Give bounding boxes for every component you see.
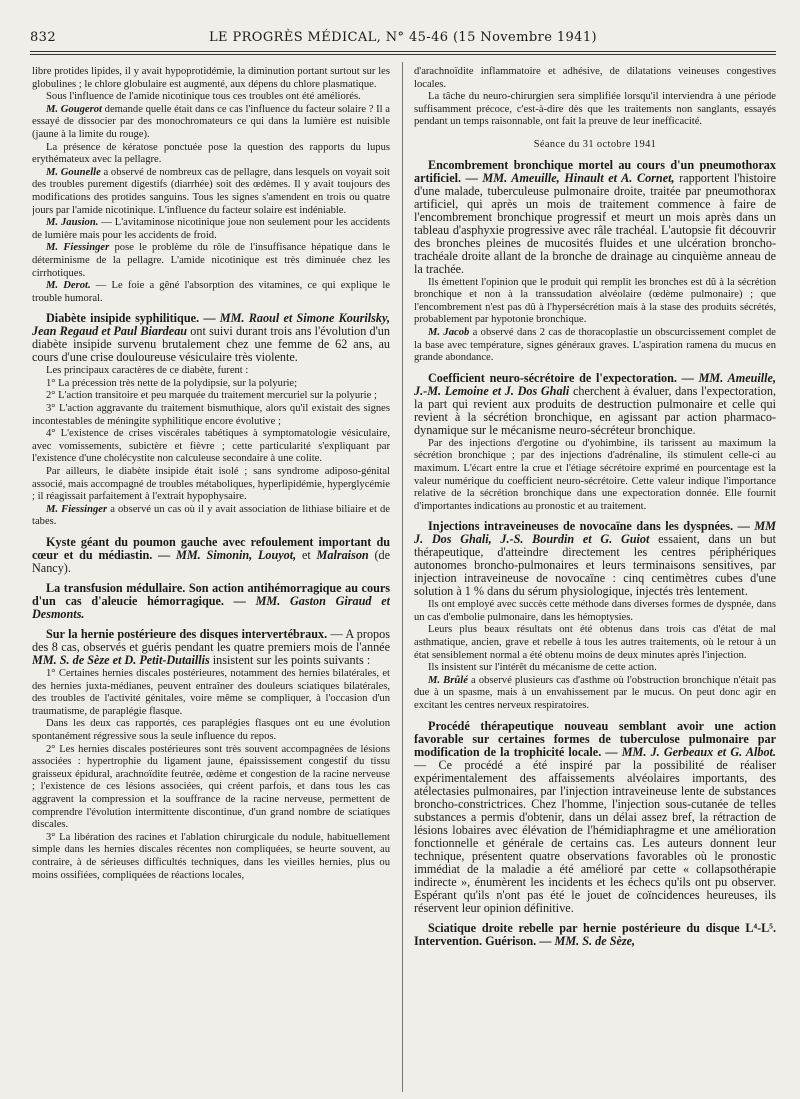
paragraph: La tâche du neuro-chirurgien sera simplifiée lorsqu'il interviendra à une période suffisamment précoce, c'est-à-dire dès que les traitements non sanglants, essayés pendant un temps raisonnable, ont fait la preuve de leur inefficacité. xyxy=(414,91,776,128)
paragraph: Dans les deux cas rapportés, ces paraplégies flasques ont eu une évolution spontanément régressive sous la seule influence du repos. xyxy=(32,718,390,742)
paragraph: 1° La précession très nette de la polydipsie, sur la polyurie; xyxy=(46,377,298,389)
section-heading xyxy=(414,922,776,948)
paragraph-text: ont suivi durant trois ans l'évolution d'un diabète insipide survenu brutalement chez une femme de 62 ans, au cours d'une crise douloureuse vésiculaire très violente. xyxy=(32,324,390,365)
section-authors: MM. Gaston Giraud et Desmonts. xyxy=(32,594,390,621)
paragraph-text: a observé de nombreux cas de pellagre, dans lesquels on voyait soit des troubles purement digestifs (diarrhée) soit des œdèmes. Il y avait toujours des modifications des protides sanguins. Tous les signes s'amendent en trois ou quatre jours par l'amide nicotinique. L'influence du facteur solaire est indéniable. xyxy=(32,166,390,216)
paragraph: 2° L'action transitoire et peu marquée du traitement mercuriel sur la polyurie ; xyxy=(46,390,377,402)
paragraph-text: a observé dans 2 cas de thoracoplastie un obscurcissement complet de la base avec température, signes généraux graves. L'aspiration ramena du mucus en grande abondance. xyxy=(414,326,776,364)
paragraph xyxy=(414,675,776,713)
right-column xyxy=(414,66,776,1096)
paragraph: Sous l'influence de l'amide nicotinique tous ces troubles ont été améliorés. xyxy=(46,91,361,103)
journal-title: LE PROGRÈS MÉDICAL, N° 45-46 (15 Novembre 1941) xyxy=(209,30,597,45)
paragraph: 3° L'action aggravante du traitement bismuthique, alors qu'il existait des signes incontestables de méningite syphilitique encore évolutive ; xyxy=(32,403,390,427)
speaker-name: M. Gounelle xyxy=(46,166,101,178)
section-heading xyxy=(414,720,776,915)
paragraph: Ils émettent l'opinion que le produit qui remplit les bronches est dû à la sécrétion bronchique et non à la transsudation alvéolaire (œdème pulmonaire) ; que l'encombrement n'est pas dû à l'hypersécrétion mais à la stase des produits sécrétés, probablement par hypotonie bronchique. xyxy=(414,276,776,326)
paragraph: 3° La libération des racines et l'ablation chirurgicale du nodule, habituellement simple dans les hernies discales récentes non compliquées, se heurte souvent, au contraire, à de sérieuses difficultés techniques, dans les vieilles hernies, plus ou moins ossifiées, compliquées de réactions locales, xyxy=(32,831,390,881)
paragraph-text: cherchent à évaluer, dans l'expectoration, la part qui revient aux produits de destruction pulmonaire et celle qui revient à la sécrétion bronchique, en agissant par action pharmaco-dynamique sur le mécanisme neuro-sécréteur bronchique. xyxy=(414,383,776,437)
header-rule-top xyxy=(30,51,776,52)
page-number: 832 xyxy=(30,30,57,45)
section-heading xyxy=(32,312,390,364)
section-authors: MM. Ameuille, J.-M. Lemoine et J. Dos Ghali xyxy=(414,370,776,398)
section-title: Injections intraveineuses de novocaïne dans les dyspnées. — xyxy=(428,519,750,534)
paragraph: Ils insistent sur l'intérêt du mécanisme de cette action. xyxy=(428,662,657,674)
section-authors: MM. J. Gerbeaux et G. Albot. xyxy=(617,744,776,759)
speaker-name: M. Fiessinger xyxy=(46,242,110,254)
paragraph xyxy=(414,327,776,365)
paragraph-text: essaient, dans un but thérapeutique, d'atteindre directement les centres périphériques autonomes broncho-pulmonaires et leurs terminaisons sensitives, par injection intraveineuse de novocaïne : cinq centimètres cubes d'une solution à 1 % dans du sérum physiologique, injectés très lentement. xyxy=(414,532,776,599)
paragraph: Les principaux caractères de ce diabète, furent : xyxy=(46,365,249,377)
paragraph: libre protides lipides, il y avait hypoprotidémie, la diminution portant surtout sur les globulines ; le chlore globulaire est augmenté, aux dépens du chlore plasmatique. xyxy=(32,66,390,90)
section-title: Sur la hernie postérieure des disques intervertébraux. xyxy=(46,627,328,641)
section-heading xyxy=(32,628,390,667)
paragraph: 2° Les hernies discales postérieures sont très souvent accompagnées de lésions associées : hypertrophie du ligament jaune, épaississement congestif du tissu graisseux épidural, arachnoïdite feutrée, œdème et congestion de la racine nerveuse ; l'existence de ces lésions associées, qui créent parfois, et dans tous les cas aggravent la compression et la souffrance de la racine nerveuse, permettent de comprendre l'évolution intermittente discontinue, d'un grand nombre de sciatiques discales. xyxy=(32,743,390,831)
paragraph xyxy=(32,167,390,217)
section-heading xyxy=(414,372,776,437)
section-title: Encombrement bronchique mortel au cours d'un pneumothorax artificiel. — xyxy=(414,157,776,185)
section-title: Kyste géant du poumon gauche avec refoulement important du cœur et du médiastin. — xyxy=(32,535,390,562)
section-authors-place: (de Nancy). xyxy=(32,548,390,575)
section-authors: MM. Ameuille, Hinault et A. Cornet, xyxy=(477,170,675,185)
paragraph: Ils ont employé avec succès cette méthode dans diverses formes de dyspnée, dans un cas d'embolie pulmonaire, dans les hémoptysies. xyxy=(414,599,776,623)
section-title: Sciatique droite rebelle par hernie postérieure du disque L⁴-L⁵. Intervention. Guérison. — xyxy=(414,920,776,948)
column-divider xyxy=(402,62,403,1092)
paragraph-text: — Ce procédé a été inspiré par la possibilité de réaliser expérimentalement des affaissements alvéolaires importants, des atélectasies pulmonaires, par l'injection intraveineuse lente de substances broncho-constrictrices. Chez l'homme, l'injection sous-cutanée de telles substances a permis d'obtenir, dans un délai assez bref, la rétraction de lésions lobaires avec élévation de l'hémidiaphragme et une amélioration fonctionnelle et générale de certains cas. Les auteurs donnent leur technique, présentent quatre observations favorables où le pronostic immédiat de la maladie a été amélioré par cette « collapsothérapie indirecte », énumèrent les incidents et les échecs qu'ils ont pu observer. Espérant qu'ils n'ont pas été le jouet de coïncidences heureuses, ils réservent leur opinion définitive. xyxy=(414,757,776,915)
section-heading xyxy=(414,159,776,276)
speaker-name: M. Fiessinger xyxy=(46,503,108,515)
section-authors-last: Malraison xyxy=(316,548,369,562)
speaker-name: M. Gougerot xyxy=(46,103,102,115)
section-heading xyxy=(32,582,390,621)
speaker-name: M. Derot. xyxy=(46,280,91,292)
paragraph-text: — L'avitaminose nicotinique joue non seulement pour les accidents de lumière mais pour les accidents de froid. xyxy=(32,217,390,241)
paragraph-text: — Le foie a gêné l'absorption des vitamines, ce qui explique le trouble humoral. xyxy=(32,280,390,304)
paragraph-text: insistent sur les points suivants : xyxy=(209,653,371,667)
section-heading xyxy=(32,536,390,575)
section-title: La transfusion médullaire. Son action antihémorragique au cours d'un cas d'aleucie hémorragique. — xyxy=(32,581,390,608)
paragraph xyxy=(32,217,390,242)
speaker-name: M. Brûlé xyxy=(428,674,468,686)
left-column xyxy=(32,66,390,1096)
paragraph: La présence de kératose ponctuée pose la question des rapports du lupus erythémateux avec la pellagre. xyxy=(32,141,390,166)
header-rule-bottom xyxy=(30,54,776,55)
session-date: Séance du 31 octobre 1941 xyxy=(533,138,657,150)
paragraph xyxy=(32,504,390,529)
page-header xyxy=(30,30,776,50)
paragraph: Par des injections d'ergotine ou d'yohimbine, ils tarissent au maximum la sécrétion bronchique ; par des injections d'adrénaline, ils stimulent celle-ci au maximum. L'écart entre la crue et l'étiage sécrétoire exprimé en pourcentage est la valeur numérique du coefficient neuro-sécrétoire. Cette valeur indique l'importance relative de la sécrétion bronchique dans une expectoration donnée. Elle fournit d'importantes indications au pronostic et au traitement. xyxy=(414,437,776,512)
section-heading xyxy=(414,520,776,598)
paragraph: 4° L'existence de crises viscérales tabétiques à symptomatologie vésiculaire, avec vomissements, subictère et fièvre ; cette particularité s'expliquant par l'existence d'une cholécystite non calculeuse secondaire à une colite. xyxy=(32,428,390,465)
paragraph xyxy=(32,104,390,142)
paragraph-text: — A propos des 8 cas, observés et guéris pendant les quatre premiers mois de l'année xyxy=(32,627,390,654)
paragraph xyxy=(32,242,390,280)
paragraph-text: a observé un cas où il y avait association de lithiase biliaire et de tabes. xyxy=(32,503,390,528)
section-authors: MM J. Dos Ghali, J.-S. Bourdin et G. Guiot xyxy=(414,519,776,547)
paragraph-text: a observé plusieurs cas d'asthme où l'obstruction bronchique n'était pas due à un spasme, mais à un envahissement par le mucus. On peut donc agir en excitant les centres nerveux respiratoires. xyxy=(414,674,776,712)
paragraph xyxy=(32,280,390,305)
paragraph-text: pose le problème du rôle de l'insuffisance hépatique dans le déterminisme de la pellagre. L'amide nicotinique est très diminuée chez les cirrhotiques. xyxy=(32,242,390,279)
paragraph: 1° Certaines hernies discales postérieures, notamment des hernies bilatérales, et des hernies juxta-médianes, peuvent entraîner des douleurs sciatiques bilatérales, des troubles de l'activité génitales, voire même se compliquer, à l'occasion d'un traumatisme, de paraplégie flasque. xyxy=(32,668,390,717)
paragraph-text: rapportent l'histoire d'une malade, tuberculeuse pulmonaire droite, traitée par pneumothorax artificiel, qui après un mois de traitement commence à faire de l'encombrement bronchique progressif et meurt un mois après dans un tableau d'asphyxie progressive avec râle trachéal. L'autopsie fit découvrir des bronches pleines de mucosités fluides et une ulcération broncho-trachéale droite allant de la bronche de drainage au cinquième anneau de la trachée. xyxy=(414,170,776,276)
section-authors: MM. S. de Sèze et D. Petit-Dutaillis xyxy=(32,653,210,667)
paragraph: Leurs plus beaux résultats ont été obtenus dans trois cas d'état de mal asthmatique, ancien, grave et rebelle à tous les autres traitements, où le retour à un état sensiblement normal a été obtenu moins de deux minutes après l'injection. xyxy=(414,624,776,661)
section-title: Diabète insipide syphilitique. — xyxy=(46,311,216,326)
section-authors: MM. Simonin, Louyot, xyxy=(170,548,297,562)
paragraph-text: demande quelle était dans ce cas l'influence du facteur solaire ? Il a essayé de dissocier par des monochromateurs ce qui dans la lumière est nuisible (jaune à la limite du rouge). xyxy=(32,103,390,140)
section-title: Coefficient neuro-sécrétoire de l'expectoration. — xyxy=(428,370,694,385)
section-authors-joiner: et xyxy=(296,548,317,562)
paragraph: d'arachnoïdite inflammatoire et adhésive, de dilatations veineuses congestives locales. xyxy=(414,66,776,90)
section-authors: MM. S. de Sèze, xyxy=(551,933,636,948)
paragraph: Par ailleurs, le diabète insipide était isolé ; sans syndrome adiposo-génital associé, mais accompagné de troubles métaboliques, hyperlipidémie, hyperglycémie ; il réagissait parfaitement à l'extrait hypophysaire. xyxy=(32,466,390,503)
section-title: Procédé thérapeutique nouveau semblant avoir une action favorable sur certaines formes de tuberculose pulmonaire par modification de la trophicité locale. — xyxy=(414,718,776,759)
speaker-name: M. Jausion. xyxy=(46,217,99,229)
section-authors: MM. Raoul et Simone Kourilsky, Jean Regaud et Paul Biardeau xyxy=(32,311,390,339)
speaker-name: M. Jacob xyxy=(428,326,470,338)
